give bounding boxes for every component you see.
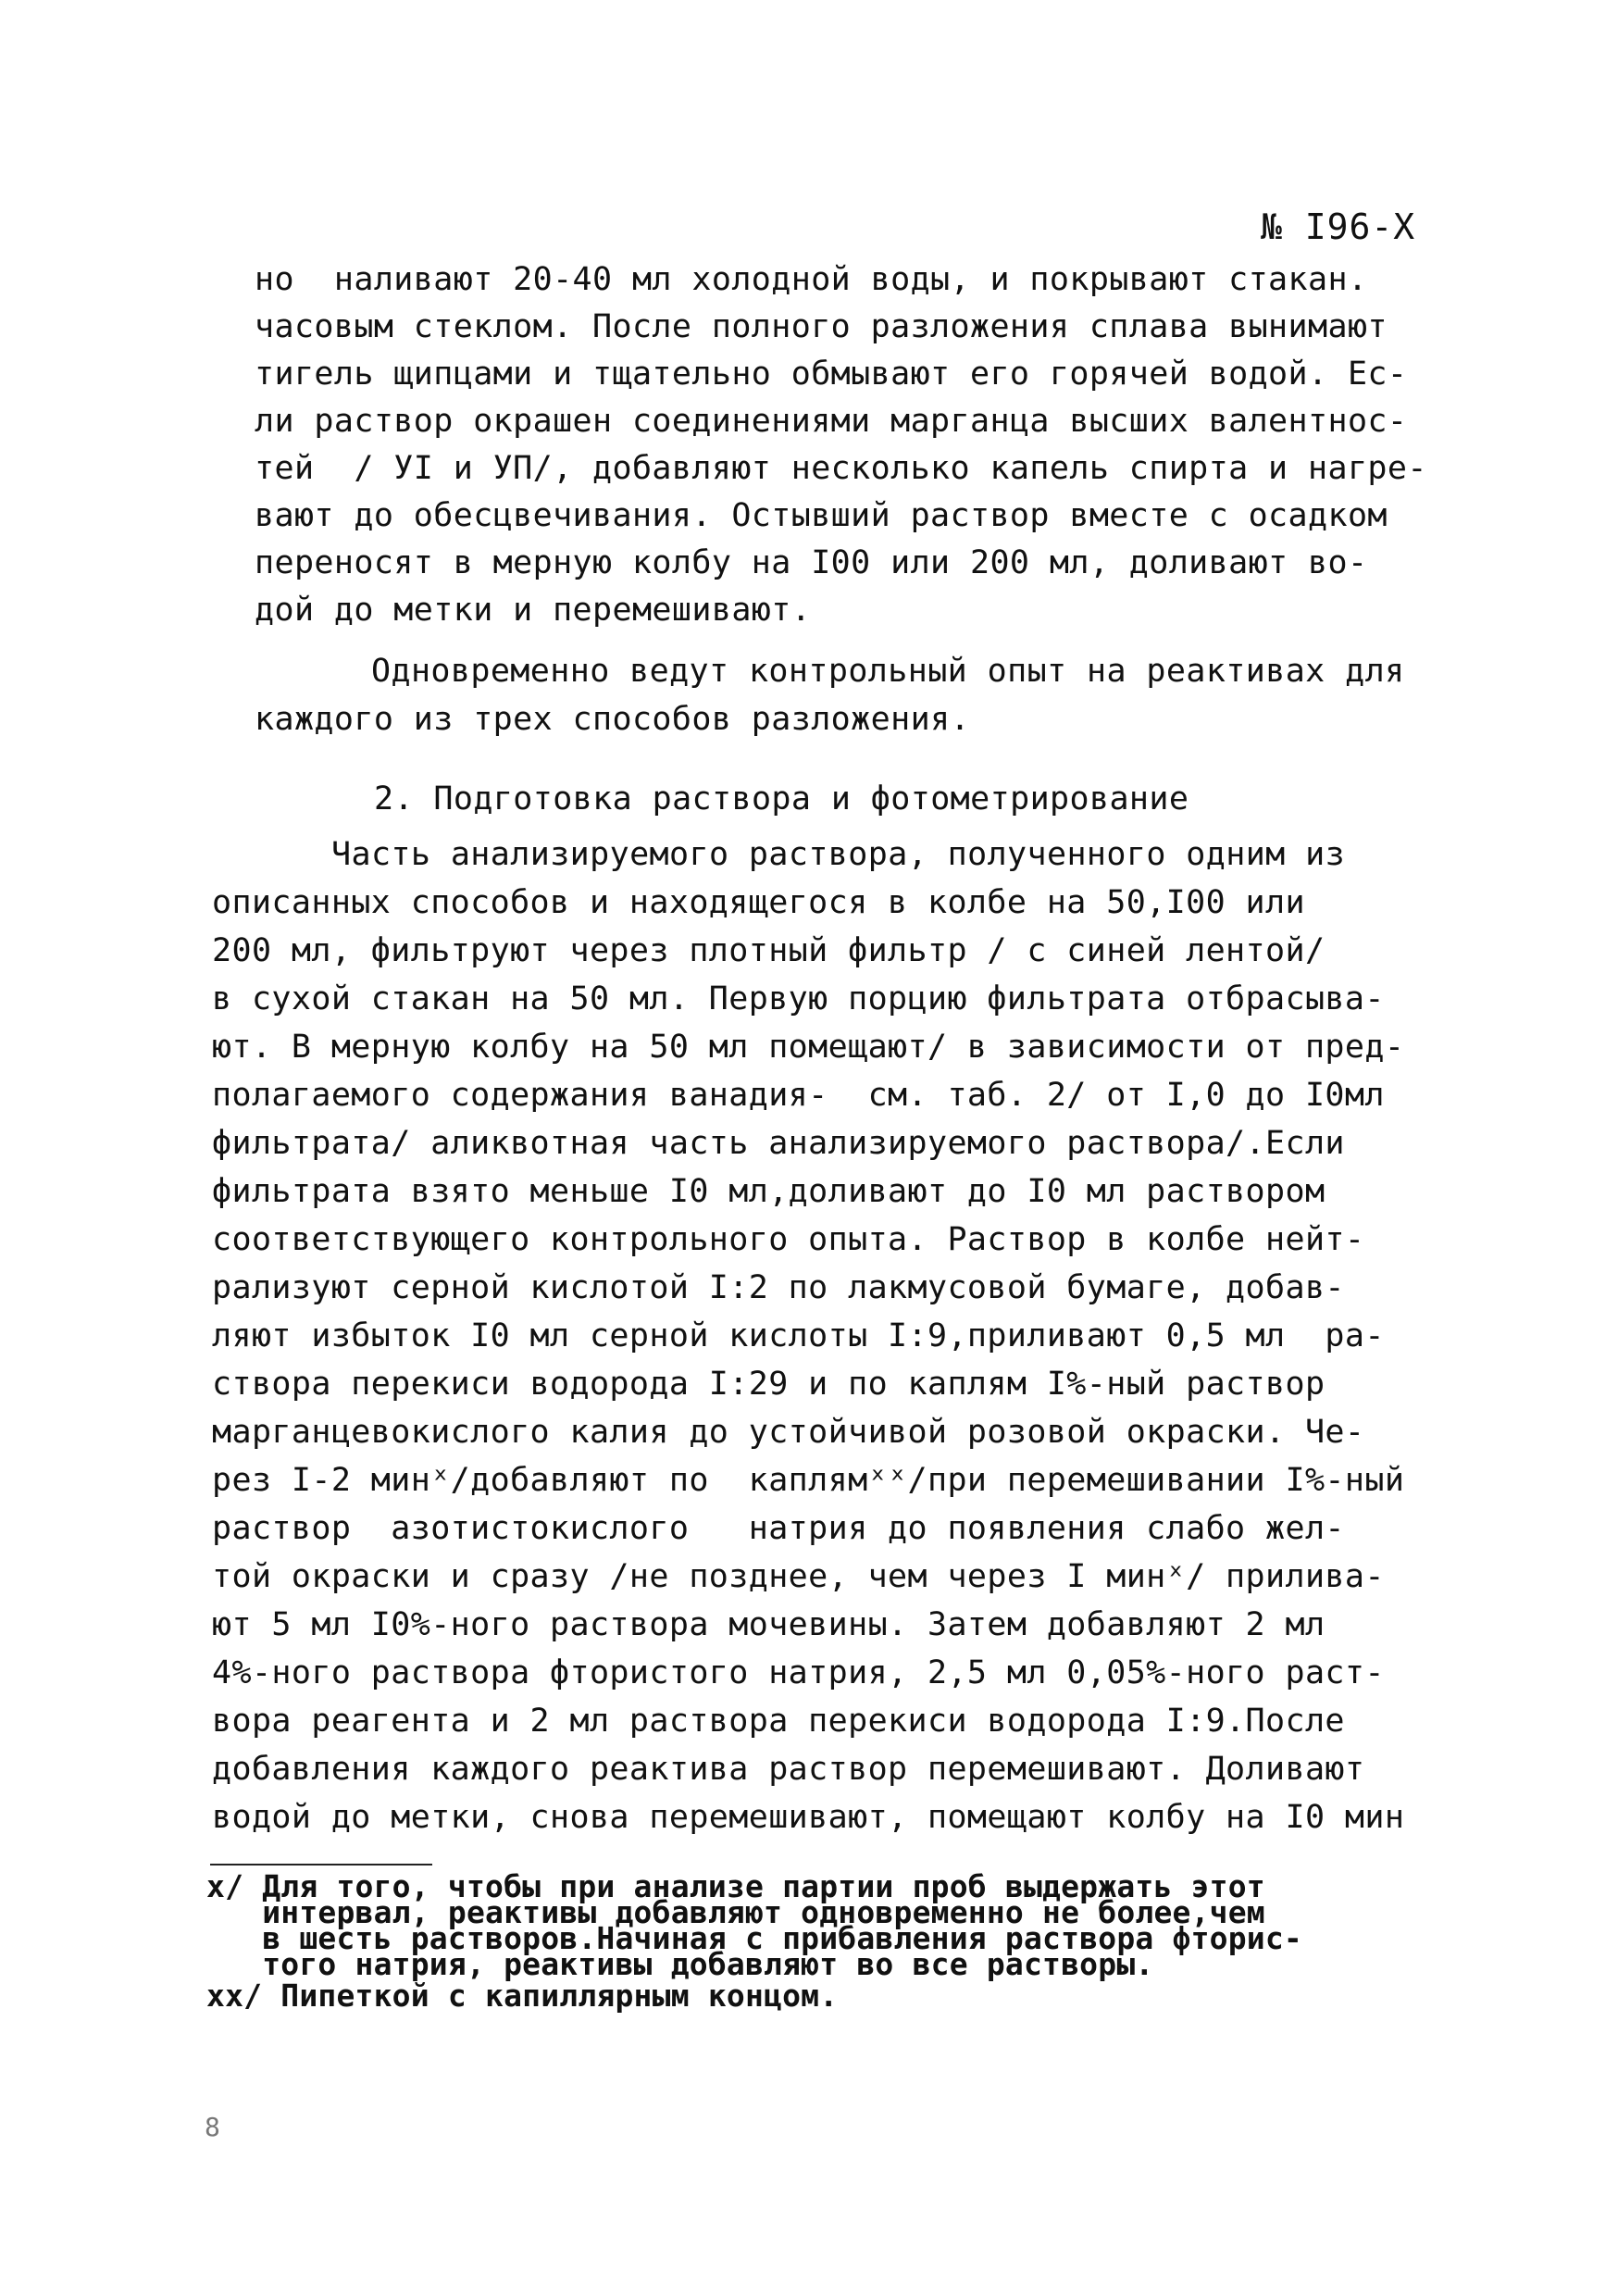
text-line: Часть анализируемого раствора, полученного одним из — [331, 836, 1346, 873]
text-line: переносят в мерную колбу на I00 или 200 мл, доливают во- — [255, 544, 1368, 581]
text-line: фильтрата взято меньше I0 мл,доливают до I0 мл раствором — [212, 1173, 1326, 1210]
text-line: в сухой стакан на 50 мл. Первую порцию фильтрата отбрасыва- — [212, 980, 1385, 1017]
text-line: добавления каждого реактива раствор перемешивают. Доливают — [212, 1751, 1365, 1788]
text-line: ют. В мерную колбу на 50 мл помещают/ в зависимости от пред- — [212, 1029, 1405, 1066]
text-line: 200 мл, фильтруют через плотный фильтр / с синей лентой/ — [212, 932, 1326, 969]
text-line: вора реагента и 2 мл раствора перекиси водорода I:9.После — [212, 1703, 1345, 1740]
text-line: полагаемого содержания ванадия- см. таб. 2/ от I,0 до I0мл — [212, 1077, 1385, 1114]
text-line: соответствующего контрольного опыта. Раствор в колбе нейт- — [212, 1221, 1365, 1258]
text-line: ли раствор окрашен соединениями марганца высших валентнос- — [255, 403, 1408, 440]
text-line: тей / УI и УП/, добавляют несколько капель спирта и нагре- — [255, 450, 1427, 487]
text-line: каждого из трех способов разложения. — [255, 701, 970, 738]
section-heading: 2. Подготовка раствора и фотометрирование — [374, 780, 1189, 817]
footnote-line: х/ Для того, чтобы при анализе партии проб выдержать этот — [206, 1868, 1265, 1904]
text-line: марганцевокислого калия до устойчивой розовой окраски. Че- — [212, 1414, 1365, 1451]
text-line: ляют избыток I0 мл серной кислоты I:9,приливают 0,5 мл ра- — [212, 1317, 1385, 1354]
text-line: но наливают 20-40 мл холодной воды, и покрывают стакан. — [255, 261, 1368, 298]
text-line: той окраски и сразу /не позднее, чем через I минˣ/ прилива- — [212, 1558, 1385, 1595]
document-number: № I96-Х — [1261, 206, 1416, 247]
footnote-line: хх/ Пипеткой с капиллярным концом. — [206, 1978, 839, 2014]
text-line: 4%-ного раствора фтористого натрия, 2,5 мл 0,05%-ного раст- — [212, 1654, 1385, 1691]
text-line: описанных способов и находящегося в колбе на 50,I00 или — [212, 884, 1305, 921]
text-line: створа перекиси водорода I:29 и по каплям I%-ный раствор — [212, 1366, 1326, 1403]
text-line: Одновременно ведут контрольный опыт на реактивах для — [371, 653, 1405, 690]
footnote-divider — [210, 1864, 432, 1866]
text-line: водой до метки, снова перемешивают, помещают колбу на I0 мин — [212, 1799, 1405, 1836]
text-line: рез I-2 минˣ/добавляют по каплямˣˣ/при перемешивании I%-ный — [212, 1462, 1405, 1499]
text-line: рализуют серной кислотой I:2 по лакмусовой бумаге, добав- — [212, 1269, 1345, 1306]
text-line: раствор азотистокислого натрия до появления слабо жел- — [212, 1510, 1345, 1547]
footnote-line: в шесть растворов.Начиная с прибавления раствора фторис- — [206, 1920, 1302, 1956]
text-line: фильтрата/ аликвотная часть анализируемого раствора/.Если — [212, 1125, 1345, 1162]
page-number: 8 — [205, 2112, 220, 2142]
text-line: вают до обесцвечивания. Остывший раствор вместе с осадком — [255, 497, 1388, 534]
text-line: дой до метки и перемешивают. — [255, 592, 812, 629]
text-line: ют 5 мл I0%-ного раствора мочевины. Затем добавляют 2 мл — [212, 1606, 1326, 1643]
text-line: тигель щипцами и тщательно обмывают его горячей водой. Ес- — [255, 356, 1408, 393]
footnote-line: интервал, реактивы добавляют одновременно не более,чем — [206, 1894, 1265, 1930]
footnote-line: того натрия, реактивы добавляют во все растворы. — [206, 1946, 1154, 1982]
text-line: часовым стеклом. После полного разложения сплава вынимают — [255, 308, 1388, 345]
